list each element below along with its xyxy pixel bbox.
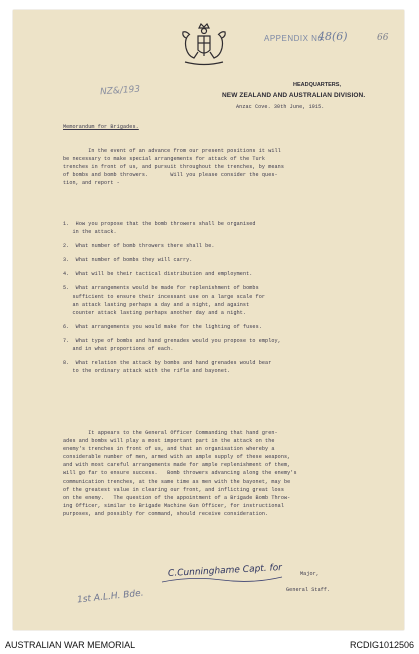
- item-text: What arrangements you would make for the lighting of fuses.: [75, 323, 262, 330]
- list-item: [63, 256, 281, 264]
- item-text: What will be their tactical distribution and employment.: [75, 271, 253, 278]
- list-item: [63, 323, 281, 331]
- list-item: [63, 270, 281, 278]
- appendix-number: 48(6): [318, 30, 348, 43]
- pencil-annotation: 1st A.L.H. Bde.: [76, 588, 144, 606]
- archive-footer: [0, 637, 419, 654]
- item-number: 7.: [63, 337, 70, 344]
- item-text: How you propose that the bomb throwers shall be organised in the attack.: [72, 221, 256, 236]
- memo-intro: In the event of an advance from our present positions it will be necessary to make special arrangements for attack of the Turk trenches in front of us, and pursuit throughout the trenches, by means of bombs and bomb throwers. Will you please consider the ques- tion, and report -: [63, 148, 284, 187]
- reference-number: NZ&/193: [99, 84, 141, 98]
- list-item: [63, 337, 281, 353]
- memo-paragraph-2: It appears to the General Officer Commanding that hand gren- ades and bombs will play a most important part in the attack on the enemy's trenches in front of us, and that an organisation whereby a considerable number of men, armed with an ample supply of these weapons, and with most careful arrangements made for ample replenishment of them, will go far to ensure success. Bomb throwers advancing along the enemy's communication trenches, at the same time as men with the bayonet, may be of the greatest value in clearing our front, and inflicting great loss on the enemy. The question of the appointment of a Brigade Bomb Throw- ing Officer, similar to Brigade Machine Gun Officer, for instructional purposes, and possibly for command, should receive consideration.: [63, 430, 297, 517]
- appendix-label: APPENDIX No.: [264, 34, 326, 43]
- list-item: [63, 220, 281, 236]
- item-number: 6.: [63, 323, 70, 330]
- item-number: 3.: [63, 257, 70, 264]
- headquarters-heading: HEADQUARTERS,: [293, 82, 341, 88]
- signature-staff: General Staff.: [286, 587, 331, 593]
- signature-flourish: [160, 574, 285, 584]
- item-number: 4.: [63, 271, 70, 278]
- list-item: [63, 359, 281, 375]
- page-number: 66: [377, 33, 389, 43]
- item-text: What number of bomb throwers there shall be.: [75, 243, 215, 250]
- list-item: [63, 242, 281, 250]
- item-number: 8.: [63, 360, 70, 367]
- item-text: What type of bombs and hand grenades would you propose to employ, and in what proportions of each.: [72, 337, 281, 353]
- memo-title: Memorandum for Brigades.: [63, 124, 139, 130]
- item-number: 5.: [63, 285, 70, 292]
- handwritten-signature: C.Cunninghame Capt. for: [167, 563, 283, 579]
- royal-coat-of-arms-icon: [176, 20, 232, 68]
- list-item: [63, 284, 281, 316]
- division-heading: NEW ZEALAND AND AUSTRALIAN DIVISION.: [222, 92, 366, 99]
- footer-institution: AUSTRALIAN WAR MEMORIAL: [5, 640, 136, 650]
- signature-rank: Major,: [300, 571, 319, 577]
- item-number: 1.: [63, 221, 70, 227]
- item-text: What relation the attack by bombs and hand grenades would bear to the ordinary attack with the rifle and bayonet.: [72, 360, 272, 375]
- question-list: [63, 220, 281, 381]
- item-text: What number of bombs they will carry.: [75, 257, 193, 264]
- item-text: What arrangements would be made for replenishment of bombs sufficient to ensure their incessant use on a large scale for an attack lasting perhaps a day and a night, and against counter attack lasting perhaps another day and a night.: [72, 285, 266, 316]
- item-number: 2.: [63, 243, 70, 250]
- place-date: Anzac Cove. 30th June, 1915.: [236, 104, 325, 110]
- footer-record-id: RCDIG1012506: [349, 640, 414, 650]
